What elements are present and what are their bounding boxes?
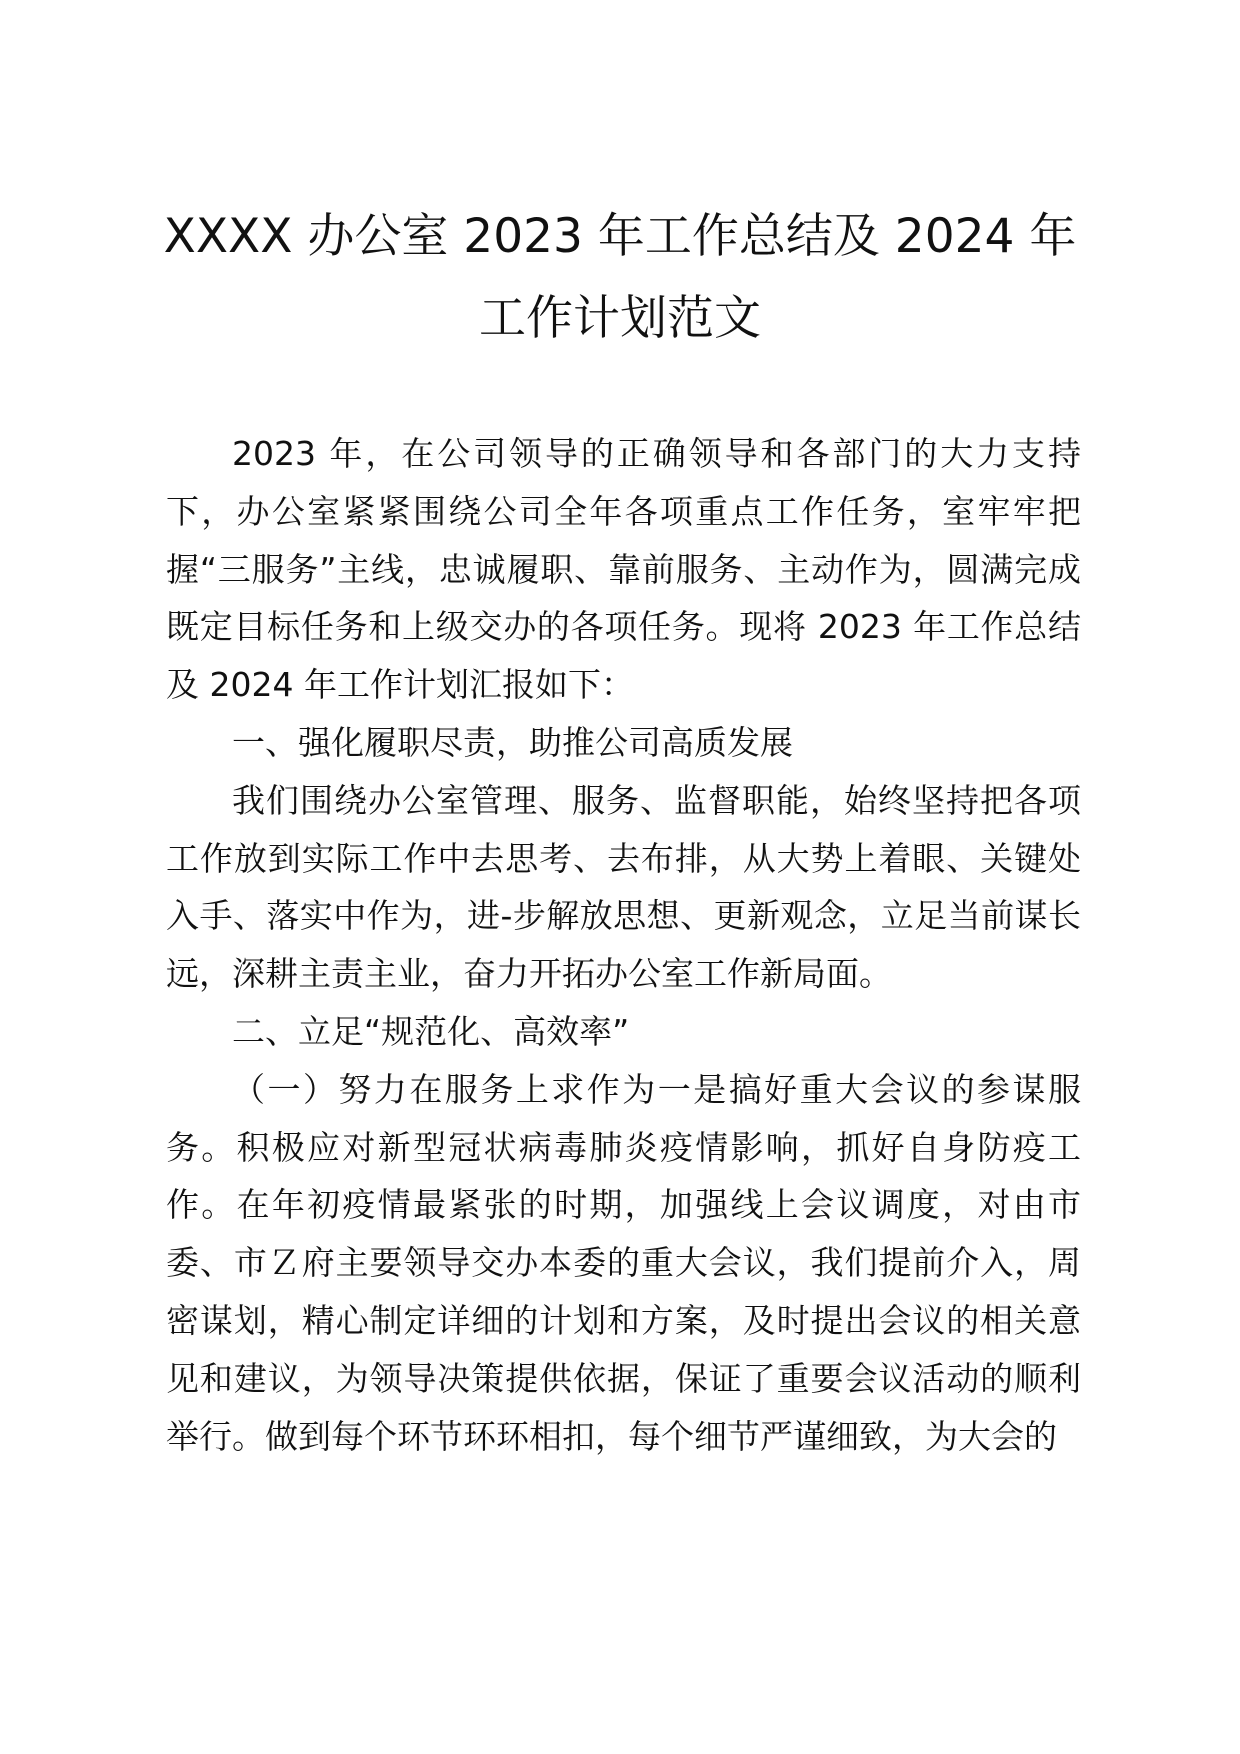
intro-paragraph: 2023 年，在公司领导的正确领导和各部门的大力支持下，办公室紧紧围绕公司全年各项重点工作任务，室牢牢把握“三服务”主线，忠诚履职、靠前服务、主动作为，圆满完成既定目标任务和上级交办的各项任务。现将 2023 年工作总结及 2024 年工作计划汇报如下： [166, 434, 1081, 705]
section-heading-2: 二、立足“规范化、高效率” [232, 1011, 630, 1051]
document-body [166, 425, 1081, 1465]
section-1-paragraph: 我们围绕办公室管理、服务、监督职能，始终坚持把各项工作放到实际工作中去思考、去布排，从大势上着眼、关键处入手、落实中作为，进-步解放思想、更新观念，立足当前谋长远，深耕主责主业，奋力开拓办公室工作新局面。 [166, 780, 1081, 994]
section-2-paragraph: （一）努力在服务上求作为一是搞好重大会议的参谋服务。积极应对新型冠状病毒肺炎疫情影响，抓好自身防疫工作。在年初疫情最紧张的时期，加强线上会议调度，对由市委、市Ｚ府主要领导交办本委的重大会议，我们提前介入，周密谋划，精心制定详细的计划和方案，及时提出会议的相关意见和建议，为领导决策提供依据，保证了重要会议活动的顺利举行。做到每个环节环环相扣，每个细节严谨细致，为大会的 [166, 1069, 1081, 1456]
document-title: XXXX 办公室 2023 年工作总结及 2024 年工作计划范文 [163, 209, 1077, 346]
section-heading-1: 一、强化履职尽责，助推公司高质发展 [232, 722, 793, 762]
